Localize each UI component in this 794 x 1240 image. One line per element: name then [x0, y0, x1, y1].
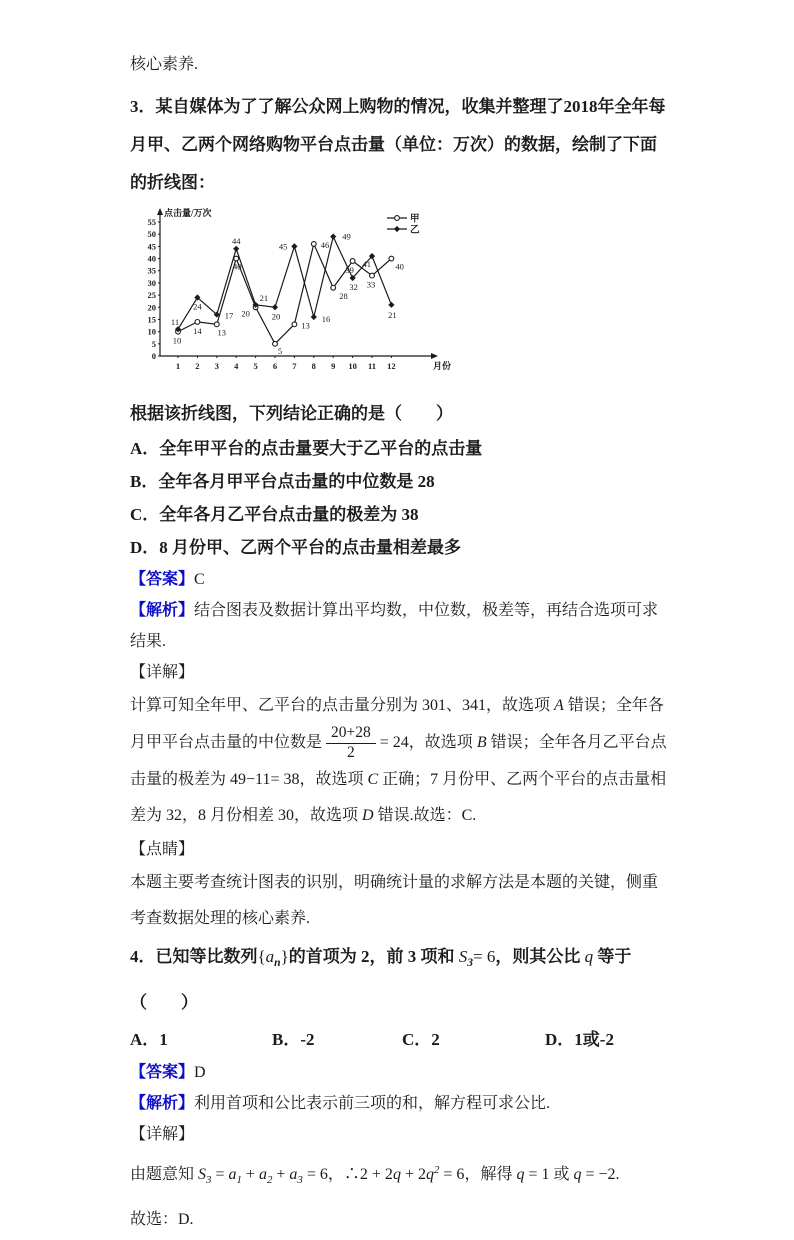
svg-text:14: 14	[193, 325, 202, 336]
svg-text:6: 6	[272, 361, 278, 371]
q4-detail-label: 【详解】	[130, 1126, 195, 1144]
series-乙	[171, 232, 397, 333]
svg-text:甲: 甲	[410, 214, 420, 225]
q3-line-chart	[134, 206, 474, 389]
svg-text:40: 40	[147, 253, 156, 264]
q4-analysis-text: 利用首项和公比表示前三项的和，解方程可求公比.	[194, 1095, 551, 1113]
q4-option-c: C．2	[402, 1030, 440, 1050]
q3-tip-label: 【点睛】	[130, 841, 195, 859]
svg-text:12: 12	[387, 361, 396, 371]
q3-stem: 3．某自媒体为了了解公众网上购物的情况，收集并整理了2018年全年每月甲、乙两个网络购物平台点击量（单位：万次）的数据，绘制了下面的折线图：	[130, 97, 666, 192]
q3-answer-value: C	[194, 571, 205, 588]
q3-option-c: C．全年各月乙平台点击量的极差为 38	[130, 505, 419, 524]
svg-text:28: 28	[339, 290, 348, 301]
leftover-note: 核心素养.	[130, 56, 199, 73]
q3-option-d: D．8 月份甲、乙两个平台的点击量相差最多	[130, 538, 462, 557]
svg-text:8: 8	[311, 361, 316, 371]
svg-text:16: 16	[321, 314, 331, 325]
q4-options-row	[130, 1023, 670, 1057]
svg-text:21: 21	[388, 309, 397, 320]
q4-conclusion: 故选：D.	[130, 1210, 194, 1228]
q3-analysis-line	[130, 595, 670, 657]
q4-option-a: A．1	[130, 1030, 168, 1050]
axes	[148, 207, 452, 371]
svg-text:13: 13	[217, 327, 227, 338]
chart-svg	[134, 206, 474, 384]
svg-text:20: 20	[271, 311, 281, 322]
svg-text:9: 9	[331, 361, 336, 371]
q4-option-d: D．1或-2	[545, 1030, 614, 1050]
svg-text:50: 50	[147, 229, 156, 240]
svg-text:2: 2	[195, 361, 200, 371]
svg-text:33: 33	[366, 279, 376, 290]
svg-text:10: 10	[348, 361, 357, 371]
q4-answer-label: 【答案】	[130, 1064, 195, 1082]
q3-answer-label: 【答案】	[130, 571, 195, 588]
svg-text:49: 49	[342, 231, 351, 242]
q3-answer-line	[130, 564, 670, 595]
q4-detail-text: 由题意知 $S_3 = a_1 + a_2 + a_3 = 6$，∴2 + $2q + 2q^2 = 6$，解得 q = 1 或 q = −2.	[130, 1164, 620, 1186]
svg-text:点击量/万次: 点击量/万次	[164, 208, 212, 218]
svg-text:39: 39	[345, 264, 354, 275]
svg-text:乙: 乙	[410, 225, 420, 236]
q3-detail-text: 计算可知全年甲、乙平台的点击量分别为 301、341，故选项 A 错误；全年各月甲平台点击量的中位数是 $\frac{20+28}{2}$ = 24，故选项 B 错误；全年各月乙平台点击量的极差为 49−11= 38，故选项 C 正确；7 月份甲、乙两个平台的点击量相差为 32，8 月份相差 30，故选项 D 错误.故选：C.	[130, 697, 667, 825]
q4-analysis-line	[130, 1088, 670, 1119]
svg-text:41: 41	[362, 259, 371, 270]
q3-option-a: A．全年甲平台的点击量要大于乙平台的点击量	[130, 439, 483, 458]
svg-text:24: 24	[193, 301, 202, 312]
svg-text:45: 45	[147, 241, 156, 252]
svg-text:15: 15	[147, 314, 156, 325]
svg-text:10: 10	[147, 326, 156, 337]
q3-analysis-label: 【解析】	[130, 602, 195, 619]
svg-text:5: 5	[277, 345, 283, 356]
svg-text:13: 13	[301, 320, 310, 331]
svg-text:0: 0	[151, 351, 156, 361]
q4-stem: 4．已知等比数列$\{a_n\}$的首项为 2，前 3 项和 $S_3= 6$，则其公比 q 等于（ ）	[130, 947, 632, 1013]
svg-text:11: 11	[170, 317, 180, 328]
q3-option-b: B．全年各月甲平台点击量的中位数是 28	[130, 472, 435, 491]
svg-text:25: 25	[147, 290, 156, 301]
chart-legend	[387, 214, 420, 236]
svg-text:5: 5	[151, 338, 156, 349]
q4-analysis-label: 【解析】	[130, 1095, 195, 1113]
svg-text:11: 11	[367, 361, 377, 371]
q4-answer-value: D	[194, 1064, 206, 1082]
svg-text:45: 45	[278, 241, 288, 252]
svg-text:40: 40	[232, 261, 242, 272]
svg-text:17: 17	[224, 310, 234, 321]
series-甲	[170, 239, 404, 356]
svg-text:10: 10	[172, 335, 182, 346]
svg-text:20: 20	[241, 308, 250, 319]
svg-text:44: 44	[231, 235, 241, 246]
svg-text:35: 35	[147, 265, 156, 276]
svg-text:3: 3	[214, 361, 219, 371]
svg-text:46: 46	[320, 239, 330, 250]
svg-text:55: 55	[147, 217, 156, 227]
svg-text:21: 21	[259, 292, 269, 303]
svg-text:1: 1	[175, 361, 181, 371]
q3-detail-label: 【详解】	[130, 664, 195, 681]
svg-text:4: 4	[234, 361, 239, 371]
svg-text:7: 7	[292, 361, 297, 371]
q3-question: 根据该折线图，下列结论正确的是（ ）	[130, 404, 453, 423]
q4-answer-line	[130, 1057, 670, 1088]
svg-text:5: 5	[253, 361, 258, 371]
svg-text:32: 32	[349, 282, 358, 293]
svg-text:月份: 月份	[433, 361, 452, 371]
q4-option-b: B．-2	[272, 1030, 315, 1050]
q3-analysis-text: 结合图表及数据计算出平均数，中位数，极差等，再结合选项可求结果.	[130, 602, 659, 650]
svg-text:20: 20	[147, 302, 156, 313]
q3-tip-text: 本题主要考查统计图表的识别，明确统计量的求解方法是本题的关键，侧重考查数据处理的核心素养.	[130, 874, 659, 928]
svg-text:30: 30	[147, 277, 156, 288]
svg-text:40: 40	[395, 261, 404, 272]
